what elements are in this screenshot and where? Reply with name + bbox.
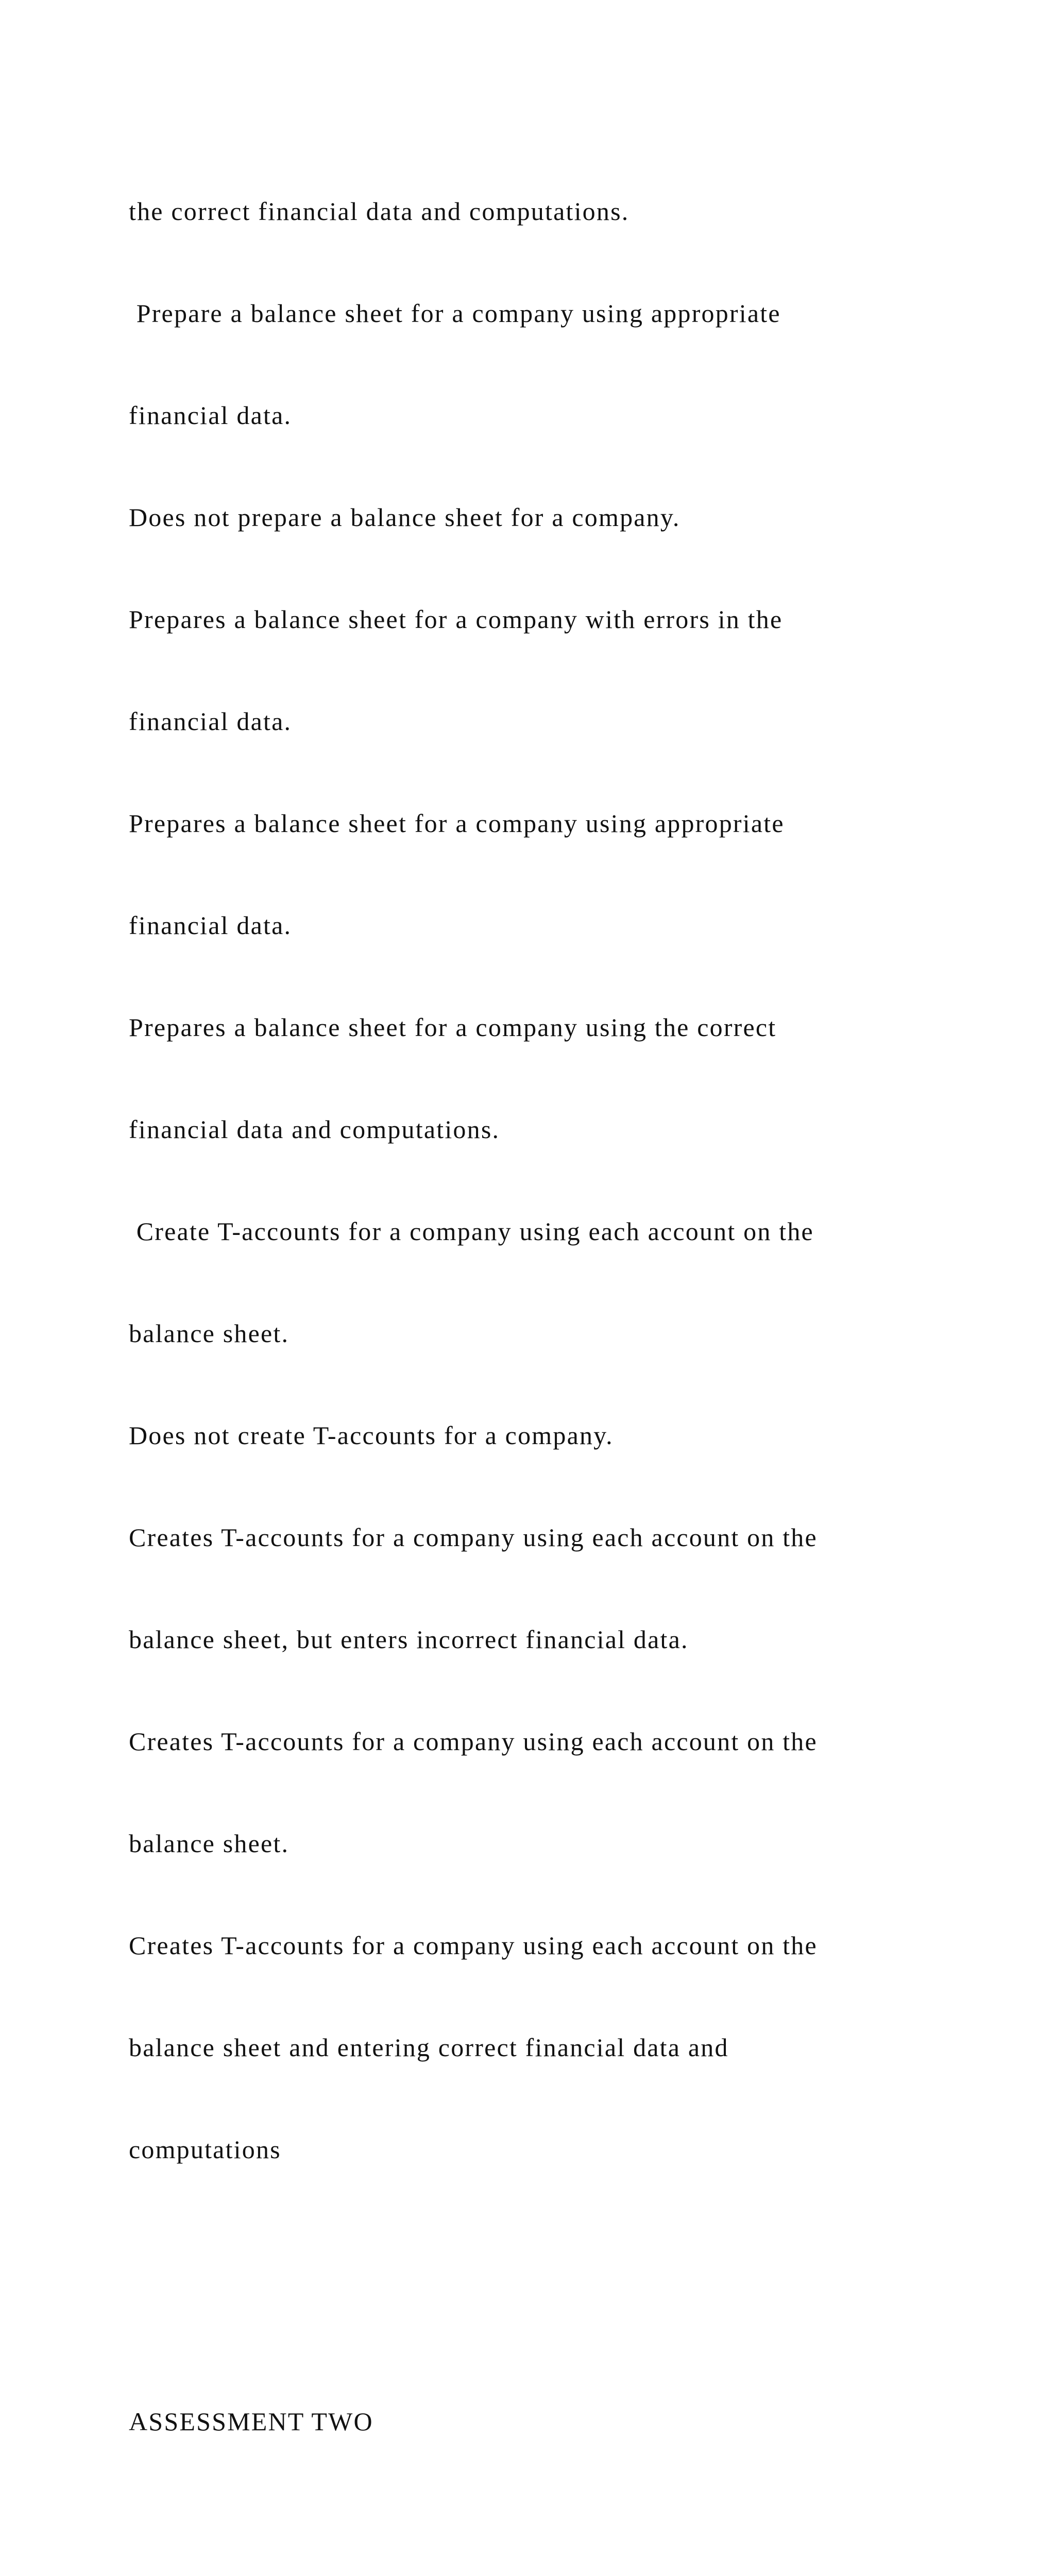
rubric-line: Does not create T-accounts for a company.: [129, 1421, 614, 1450]
rubric-line: balance sheet and entering correct financial data and: [129, 2033, 729, 2062]
rubric-line: financial data.: [129, 401, 292, 430]
rubric-line: Creates T-accounts for a company using each account on the: [129, 1523, 818, 1552]
rubric-line: balance sheet, but enters incorrect financial data.: [129, 1625, 689, 1654]
rubric-line: financial data.: [129, 911, 292, 940]
rubric-line: Does not prepare a balance sheet for a company.: [129, 503, 680, 532]
rubric-line: Creates T-accounts for a company using each account on the: [129, 1931, 818, 1960]
blank-line: [129, 2268, 994, 2302]
assessment-heading: ASSESSMENT TWO: [129, 2407, 373, 2436]
rubric-line: financial data.: [129, 707, 292, 736]
rubric-line: balance sheet.: [129, 1319, 290, 1348]
rubric-line: Prepare a balance sheet for a company using appropriate: [129, 299, 781, 328]
rubric-line: Creates T-accounts for a company using each account on the: [129, 1727, 818, 1756]
rubric-line: financial data and computations.: [129, 1115, 500, 1144]
blank-line: [129, 2540, 994, 2574]
rubric-line: balance sheet.: [129, 1829, 290, 1858]
rubric-line: the correct financial data and computations.: [129, 197, 629, 226]
rubric-line: computations: [129, 2135, 281, 2164]
rubric-line: Prepares a balance sheet for a company with errors in the: [129, 605, 783, 634]
document-content: [129, 126, 994, 2576]
rubric-line: Prepares a balance sheet for a company using appropriate: [129, 809, 785, 838]
rubric-line: Prepares a balance sheet for a company using the correct: [129, 1013, 777, 1042]
rubric-line: Create T-accounts for a company using each account on the: [129, 1217, 814, 1246]
